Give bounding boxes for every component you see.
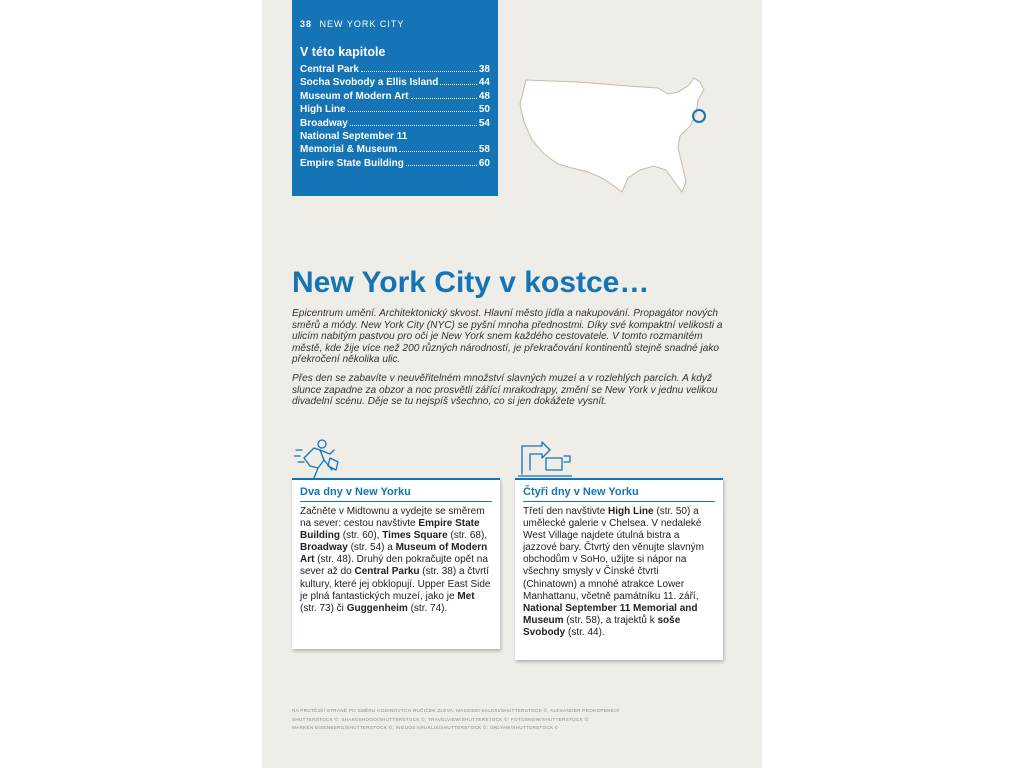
toc-item-label: Museum of Modern Art <box>300 90 409 102</box>
toc-item <box>300 90 490 103</box>
usa-outline <box>520 78 704 192</box>
toc-item-label: National September 11 <box>300 131 408 143</box>
usa-map <box>518 74 714 204</box>
page-number: 38 <box>300 19 313 29</box>
toc-leader-dots <box>411 98 477 99</box>
text-segment: Začněte v Midtownu a vydejte se směrem na sever: cestou navštivte <box>300 506 485 530</box>
toc-item <box>300 117 490 130</box>
toc-leader-dots <box>406 165 477 166</box>
toc-item-page: 38 <box>478 64 490 75</box>
toc-item-page: 48 <box>478 90 490 102</box>
credits-line: MARKEN EISENBERG/SHUTTERSTOCK ©; INGUOS KRUKLIS/SHUTTERSTOCK ©; ORLYAW/SHUTTERSTOCK © <box>292 725 559 730</box>
card-title: Čtyři dny v New Yorku <box>523 486 715 502</box>
toc-item-label: Empire State Building <box>300 157 404 169</box>
two-day-itinerary-card <box>292 478 500 649</box>
page-title: New York City v kostce… <box>292 266 650 299</box>
four-day-itinerary-card <box>515 478 723 660</box>
running-header <box>300 19 490 29</box>
toc-item-label: Broadway <box>300 117 348 129</box>
highlighted-place: Museum of Modern Art <box>300 542 488 566</box>
toc-item <box>300 157 490 170</box>
text-segment: (str. 48). Druhý den pokračujte opět na sever až do <box>300 554 488 578</box>
text-segment: (str. 60), <box>340 530 383 542</box>
text-segment: (str. 74). <box>407 602 448 614</box>
intro-paragraph-1: Epicentrum umění. Architektonický skvost. Hlavní město jídla a nakupování. Propagátor nových směrů a módy. New York City (NYC) se pyšní mnoha přednostmi. Díky své kompaktní velikosti a ulicím nabitým pastvou pro oči je New York snem každého cestovatele. V tomto rozmanitém městě, kde žije více než 200 různých národností, je překračování kontinentů stejně snadné jako překročení několika ulic. <box>292 308 723 366</box>
toc-leader-dots <box>361 71 477 72</box>
intro-paragraph-2: Přes den se zabavíte v neuvěřitelném množství slavných muzeí a v rozlehlých parcích. A když slunce zapadne za obzor a noc prosvětlí zářící mrakodrapy, změní se New York v jednu velikou divadelní scénu. Děje se tu nejspíš všechno, co si jen dokážete vysnít. <box>292 372 718 408</box>
card-title: Dva dny v New Yorku <box>300 486 492 502</box>
highlighted-place: High Line <box>608 506 654 517</box>
text-segment: (str. 73) či <box>300 602 347 614</box>
highlighted-place: soše Svobody <box>523 614 681 638</box>
card-body <box>300 506 492 615</box>
toc-leader-dots <box>350 125 477 126</box>
toc-item <box>300 103 490 116</box>
highlighted-place: Empire State Building <box>300 518 480 542</box>
toc-item-label: Central Park <box>300 64 359 75</box>
toc-list <box>300 63 490 170</box>
text-segment: (str. 58), a trajektů k <box>563 614 658 626</box>
intro-text <box>292 308 732 415</box>
highlighted-place: Times Square <box>382 530 448 542</box>
toc-item-label: Memorial & Museum <box>300 144 398 156</box>
toc-leader-dots <box>399 151 477 152</box>
walking-traveler-icon <box>294 436 348 480</box>
toc-item <box>300 143 490 156</box>
text-segment: (str. 44). <box>565 626 605 638</box>
text-segment: (str. 38) a čtvrtí kultury, které jej obklopují. Upper East Side je plná fantastických muzeí, jako je <box>300 566 491 602</box>
toc-item-page: 60 <box>478 157 490 169</box>
card-body <box>523 506 715 639</box>
chapter-contents-box <box>292 0 498 196</box>
direction-signpost-icon <box>518 440 572 480</box>
toc-item-page: 54 <box>478 117 490 129</box>
credits-line: NA PROTĚJŠÍ STRANĚ PO SMĚRU HODINOVÝCH RUČIČEK ZLEVA: MASSIMO SALESI/SHUTTERSTOCK ©; ALEXANDER PROKOPENKO/ <box>292 708 620 713</box>
toc-item <box>300 130 490 143</box>
toc-item-page: 58 <box>478 144 490 156</box>
text-segment: Třetí den navštivte <box>523 506 609 517</box>
highlighted-place: Central Parku <box>354 566 420 578</box>
highlighted-place: Broadway <box>300 542 348 554</box>
toc-item-label: Socha Svobody a Ellis Island <box>300 77 439 89</box>
highlighted-place: Met <box>457 590 475 602</box>
credits-line: SHUTTERSTOCK ©; SHAKESHOOO/SHUTTERSTOCK ©; TRAVELVIEW/SHUTTERSTOCK ©; FOTOSNOW/SHUTTERSTOCK ©; <box>292 716 590 722</box>
running-title: NEW YORK CITY <box>319 19 405 29</box>
highlighted-place: Guggenheim <box>346 602 408 614</box>
text-segment: (str. 50) a umělecké galerie v Chelsea. V nedaleké West Village najdete útulná bistra a jazzové bary. Čtvrtý den věnujte slavným obchodům v SoHo, užijte si nápor na všechny smysly v Čínské čtvrti (Chinatown) a mnohé atrakce Lower Manhattanu, včetně památníku 11. září, <box>523 506 705 602</box>
text-segment: (str. 54) a <box>347 542 396 554</box>
text-segment: (str. 68), <box>447 530 488 542</box>
highlighted-place: National September 11 Memorial and Museum <box>523 602 698 626</box>
toc-item-label: High Line <box>300 104 346 116</box>
toc-item-page: 50 <box>478 104 490 116</box>
toc-leader-dots <box>348 111 477 112</box>
photo-credits <box>292 707 752 733</box>
toc-item <box>300 76 490 89</box>
toc-leader-dots <box>440 84 477 85</box>
toc-item <box>300 63 490 76</box>
toc-title: V této kapitole <box>300 45 386 59</box>
toc-item-page: 44 <box>478 77 490 89</box>
